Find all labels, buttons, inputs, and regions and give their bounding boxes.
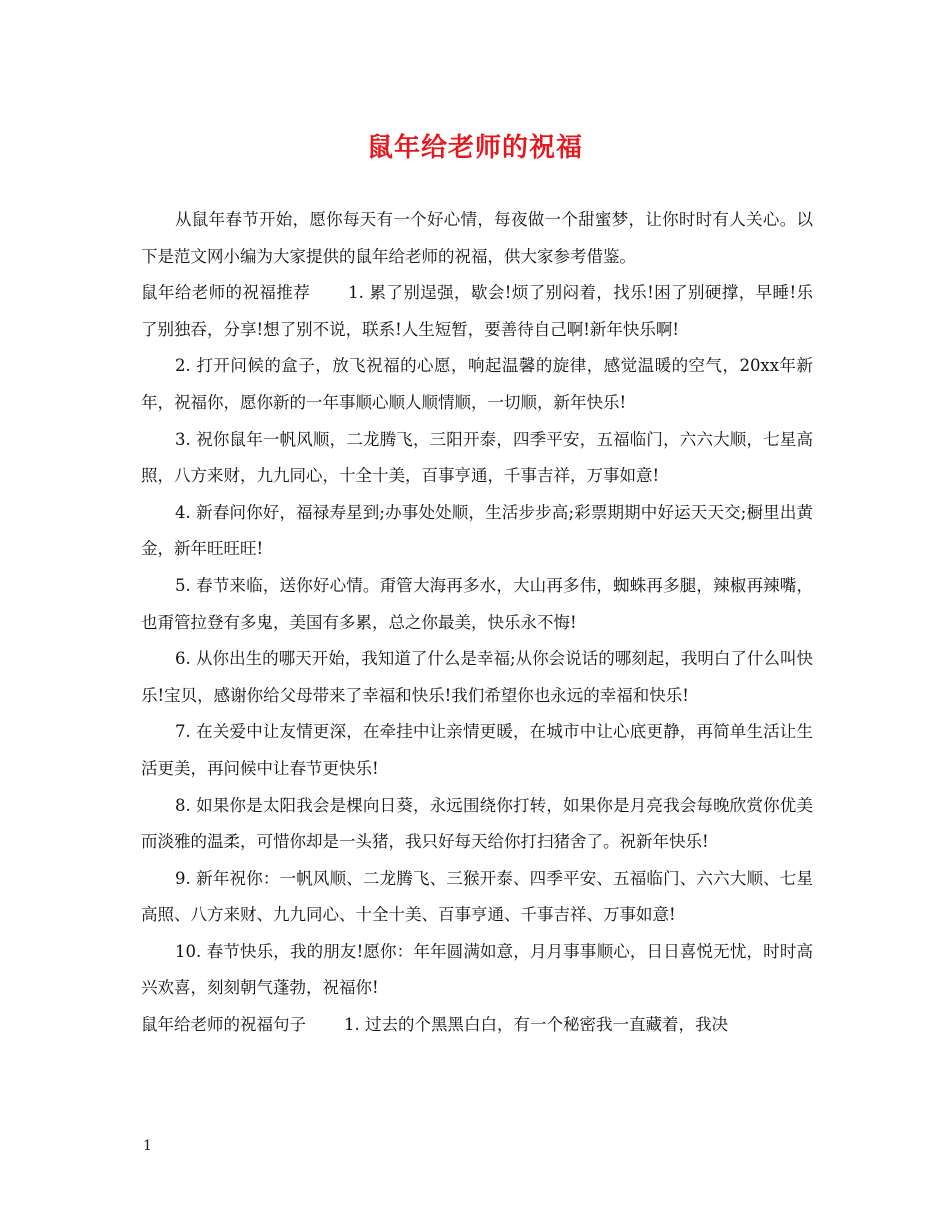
intro-paragraph: 从鼠年春节开始，愿你每天有一个好心情，每夜做一个甜蜜梦，让你时时有人关心。以下是范文网小编为大家提供的鼠年给老师的祝福，供大家参考借鉴。 (141, 210, 813, 266)
wish-item-2: 2. 打开问候的盒子，放飞祝福的心愿，响起温馨的旋律，感觉温暖的空气，20xx年新年，祝福你，愿你新的一年事顺心顺人顺情顺，一切顺，新年快乐! (141, 356, 813, 412)
wish-item-9: 9. 新年祝你：一帆风顺、二龙腾飞、三猴开泰、四季平安、五福临门、六六大顺、七星高照、八方来财、九九同心、十全十美、百事亨通、千事吉祥、万事如意! (141, 868, 813, 925)
section-recommend (141, 275, 813, 348)
document-title: 鼠年给老师的祝福 (366, 133, 583, 163)
wish-item-4: 4. 新春问你好，福禄寿星到;办事处处顺，生活步步高;彩票期期中好运天天交;橱里出黄金，新年旺旺旺! (141, 502, 813, 559)
section-heading-recommend: 鼠年给老师的祝福推荐 (141, 283, 311, 303)
section-heading-sentences: 鼠年给老师的祝福句子 (141, 1015, 306, 1035)
wish-item-6: 6. 从你出生的哪天开始，我知道了什么是幸福;从你会说话的哪刻起，我明白了什么叫快乐!宝贝，感谢你给父母带来了幸福和快乐!我们希望你也永远的幸福和快乐! (141, 649, 813, 705)
wish-item-5: 5. 春节来临，送你好心情。甭管大海再多水，大山再多伟，蜘蛛再多腿，辣椒再辣嘴，也甭管拉登有多鬼，美国有多累，总之你最美，快乐永不悔! (141, 575, 813, 632)
wish-item-7: 7. 在关爱中让友情更深，在牵挂中让亲情更暖，在城市中让心底更静，再简单生活让生活更美，再问候中让春节更快乐! (141, 722, 813, 778)
wish-item-10: 10. 春节快乐，我的朋友!愿你：年年圆满如意，月月事事顺心，日日喜悦无忧，时时高兴欢喜，刻刻朝气蓬勃，祝福你! (141, 941, 813, 998)
wish-item-3: 3. 祝你鼠年一帆风顺，二龙腾飞，三阳开泰，四季平安，五福临门，六六大顺，七星高照，八方来财，九九同心，十全十美，百事亨通，千事吉祥，万事如意! (141, 429, 813, 486)
section-sentences (141, 1007, 813, 1044)
document-body (141, 202, 813, 1044)
wish-item-8: 8. 如果你是太阳我会是棵向日葵，永远围绕你打转，如果你是月亮我会每晚欣赏你优美而淡雅的温柔，可惜你却是一头猪，我只好每天给你打扫猪舍了。祝新年快乐! (141, 795, 813, 852)
page-number: 1 (143, 1138, 152, 1154)
wish-item-1: 1. 累了别逞强，歇会!烦了别闷着，找乐!困了别硬撑，早睡!乐了别独吞，分享!想了别不说，联系!人生短暂，要善待自己啊!新年快乐啊! (141, 283, 813, 339)
sentence-item-1: 1. 过去的个黑黑白白，有一个秘密我一直藏着，我决 (344, 1015, 728, 1035)
